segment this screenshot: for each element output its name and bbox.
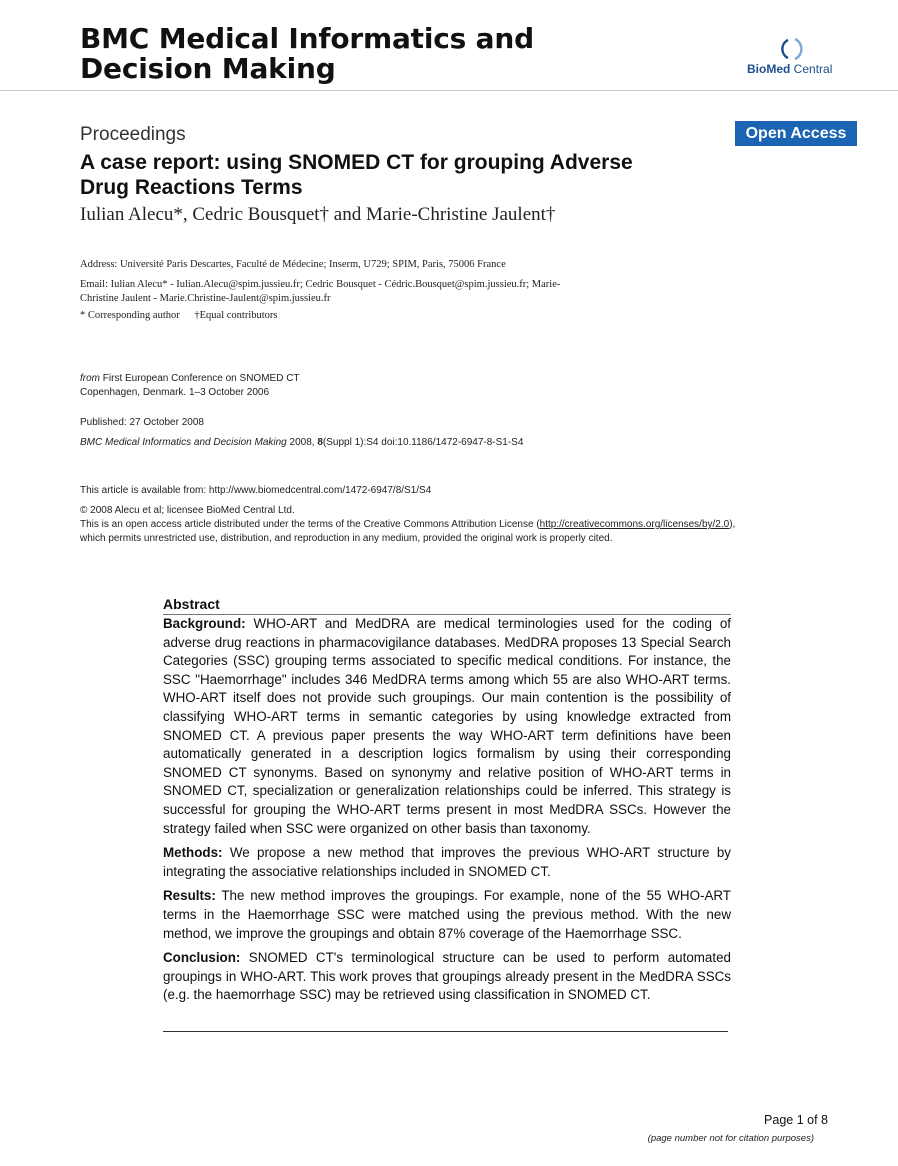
results-label: Results: (163, 888, 216, 904)
license-link[interactable]: http://creativecommons.org/licenses/by/2.0 (539, 519, 730, 530)
conclusion-text: SNOMED CT's terminological structure can be used to perform automated groupings in WHO-ART. This work proves that groupings already present in the MedDRA SSCs (e.g. the haemorrhage SSC) may be retrieved using classification in SNOMED CT. (163, 950, 731, 1003)
abstract-results (163, 887, 731, 943)
author-notes (80, 309, 680, 323)
journal-title (80, 24, 640, 84)
page-number: Page 1 of 8 (764, 1113, 828, 1127)
abstract-background (163, 615, 731, 838)
methods-text: We propose a new method that improves the previous WHO-ART structure by integrating the associative relationships included in SNOMED CT. (163, 845, 731, 879)
license-text-b: ), (729, 519, 736, 530)
citation-year: 2008, (286, 437, 318, 448)
email-line2: Christine Jaulent - Marie.Christine-Jaulent@spim.jussieu.fr (80, 293, 331, 304)
email-line1: Email: Iulian Alecu* - Iulian.Alecu@spim.jussieu.fr; Cedric Bousquet - Cédric.Bousquet@spim.jussieu.fr; Marie- (80, 279, 561, 290)
abstract-end-rule (163, 1031, 728, 1032)
conference-name: First European Conference on SNOMED CT (100, 373, 300, 384)
conclusion-label: Conclusion: (163, 950, 241, 966)
journal-title-line2: Decision Making (80, 52, 336, 85)
abstract-conclusion (163, 949, 731, 1005)
background-label: Background: (163, 616, 246, 631)
results-text: The new method improves the groupings. For example, none of the 55 WHO-ART terms in the Haemorrhage SSC were matched using the previous method. With the new method, we improve the groupings and obtain 87% coverage of the Haemorrhage SSC. (163, 888, 731, 941)
page-number-note: (page number not for citation purposes) (647, 1133, 814, 1144)
availability-url: This article is available from: http://www.biomedcentral.com/1472-6947/8/S1/S4 (80, 485, 432, 496)
license-text-line2: which permits unrestricted use, distribution, and reproduction in any medium, provided the original work is properly cited. (80, 533, 613, 544)
publisher-name (747, 62, 832, 76)
conference-location: Copenhagen, Denmark. 1–3 October 2006 (80, 387, 270, 398)
citation-rest: (Suppl 1):S4 doi:10.1186/1472-6947-8-S1-S4 (322, 437, 524, 448)
address: Address: Université Paris Descartes, Faculté de Médecine; Inserm, U729; SPIM, Paris, 75006 France (80, 259, 506, 270)
equal-contributors-note: †Equal contributors (194, 310, 278, 321)
article-title-line2: Drug Reactions Terms (80, 176, 303, 199)
abstract-methods (163, 844, 731, 881)
header-divider (0, 90, 898, 91)
article-title (80, 150, 770, 200)
publisher-name-rest: Central (790, 62, 833, 76)
citation-volume: 8 (317, 437, 323, 448)
license-text (80, 518, 840, 546)
corresponding-author-note: * Corresponding author (80, 310, 180, 321)
authors: Iulian Alecu*, Cedric Bousquet† and Marie-Christine Jaulent† (80, 204, 556, 225)
methods-label: Methods: (163, 845, 223, 861)
journal-title-line1: BMC Medical Informatics and (80, 22, 534, 55)
publisher-name-bold: BioMed (747, 62, 791, 76)
abstract-heading: Abstract (163, 596, 731, 615)
abstract-section (163, 596, 731, 1005)
article-title-line1: A case report: using SNOMED CT for grouping Adverse (80, 151, 633, 174)
email-block (80, 278, 680, 306)
license-text-a: This is an open access article distributed under the terms of the Creative Commons Attribution License ( (80, 519, 540, 530)
published-date: Published: 27 October 2008 (80, 417, 204, 428)
citation-journal: BMC Medical Informatics and Decision Making (80, 437, 287, 448)
open-access-badge: Open Access (735, 121, 857, 146)
from-label: from (80, 373, 100, 384)
citation (80, 436, 780, 450)
copyright: © 2008 Alecu et al; licensee BioMed Central Ltd. (80, 505, 295, 516)
section-label: Proceedings (80, 124, 186, 145)
background-text: WHO-ART and MedDRA are medical terminologies used for the coding of adverse drug reactions in pharmacovigilance databases. MedDRA proposes 13 Special Search Categories (SSC) grouping terms associated to specific medical conditions. For instance, the SSC "Haemorrhage" includes 346 MedDRA terms among which 55 are also WHO-ART terms. WHO-ART itself does not provide such groupings. Our main contention is the possibility of classifying WHO-ART terms in semantic categories by using knowledge extracted from SNOMED CT. A previous paper presents the way WHO-ART term definitions have been automatically generated in a description logics formalism by using their corresponding SNOMED CT synonyms. Based on synonymy and relative position of WHO-ART terms in SNOMED CT, specialization or generalization relationships could be inferred. This strategy is successful for grouping the WHO-ART terms present in most MedDRA SSCs. However the strategy failed when SSC were organized on other basis than taxonomy. (163, 616, 731, 836)
conference-info (80, 372, 580, 400)
